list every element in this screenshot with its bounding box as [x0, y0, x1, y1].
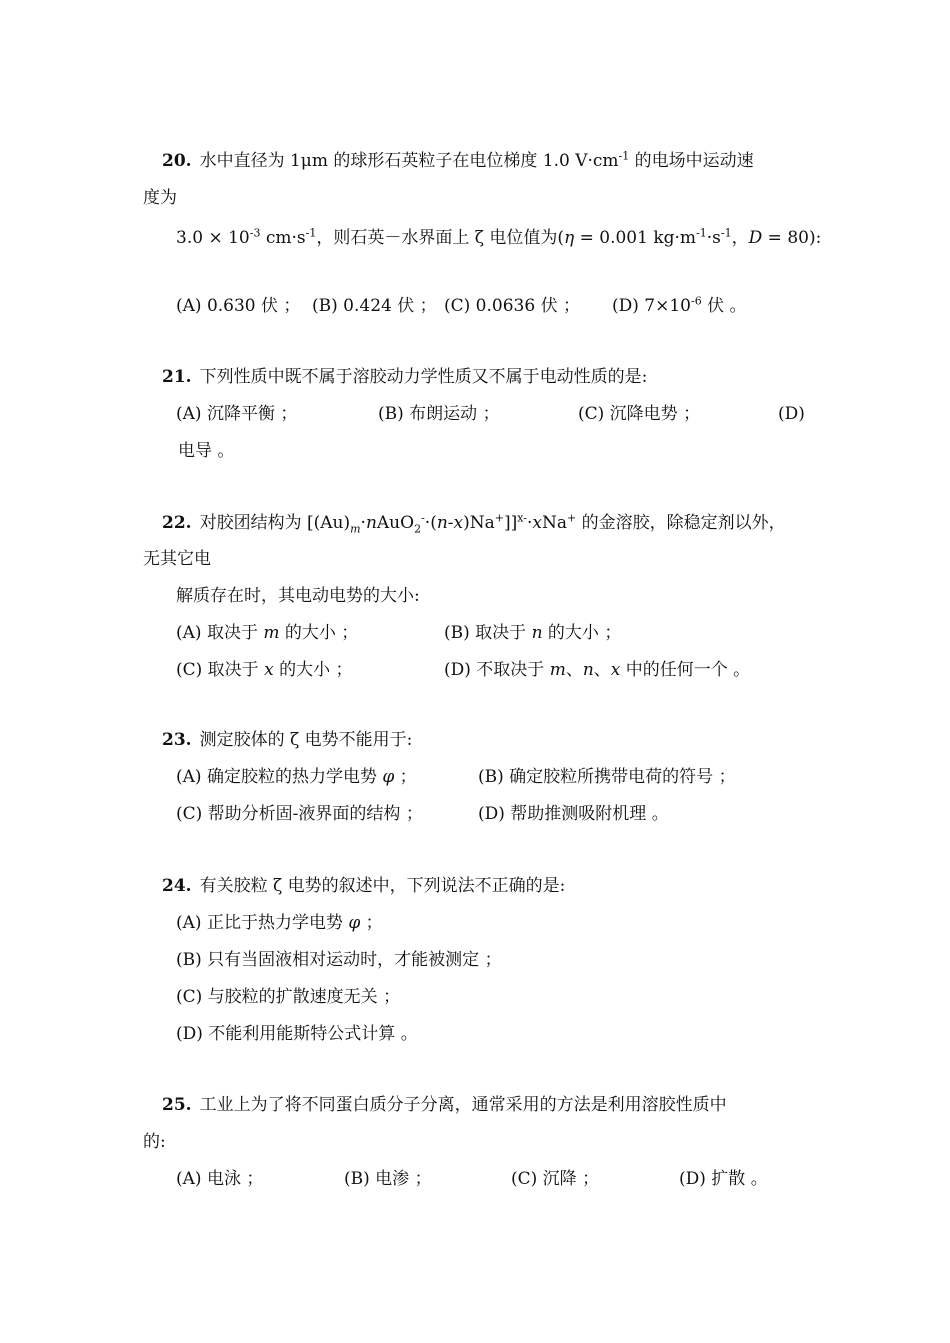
question-24-option-b: (B) 只有当固液相对运动时，才能被测定 ；: [176, 950, 502, 970]
question-22-option-b: (B) 取决于 n 的大小 ；: [444, 623, 622, 643]
question-22-option-c: (C) 取决于 x 的大小 ；: [176, 660, 353, 680]
question-21-option-d-continued: 电导 。: [178, 441, 235, 461]
question-number: 20.: [162, 151, 192, 171]
question-24-option-a: (A) 正比于热力学电势 φ ；: [176, 913, 383, 933]
question-22-line-2: 无其它电: [143, 549, 211, 569]
question-23-stem: 23. 测定胶体的 ζ 电势不能用于:: [162, 730, 413, 750]
question-21-stem: 21. 下列性质中既不属于溶胶动力学性质又不属于电动性质的是:: [162, 367, 648, 387]
question-25-stem: 25. 工业上为了将不同蛋白质分子分离，通常采用的方法是利用溶胶性质中: [162, 1095, 727, 1115]
question-21-option-c: (C) 沉降电势 ；: [578, 404, 701, 424]
question-number: 23.: [162, 730, 192, 750]
question-20-option-b: (B) 0.424 伏 ；: [312, 296, 437, 316]
question-20-line-3: $3.0 \times 10^{-3}$ $cm\cdot s^{-1}$，则石英－水界面上 ζ 电位值为(η = 0.001 $kg\cdot m^{-1}\cdot s^{-1}$，D = 80):: [176, 226, 822, 248]
question-20-option-c: (C) 0.0636 伏 ；: [444, 296, 580, 316]
question-20-option-a: (A) 0.630 伏 ；: [176, 296, 301, 316]
question-24-option-d: (D) 不能利用能斯特公式计算 。: [176, 1024, 418, 1044]
question-number: 21.: [162, 367, 192, 387]
question-25-option-c: (C) 沉降 ；: [511, 1169, 600, 1189]
question-25-line-2: 的:: [143, 1132, 166, 1152]
question-22-option-a: (A) 取决于 m 的大小 ；: [176, 623, 359, 643]
question-21-option-a: (A) 沉降平衡 ；: [176, 404, 298, 424]
question-24-stem: 24. 有关胶粒 ζ 电势的叙述中，下列说法不正确的是:: [162, 876, 566, 896]
question-21-option-d: (D): [778, 404, 805, 424]
question-25-option-b: (B) 电渗 ；: [344, 1169, 432, 1189]
question-23-option-c: (C) 帮助分析固-液界面的结构 ；: [176, 804, 423, 824]
question-20-line-2: 度为: [143, 188, 177, 208]
question-22-line-3: 解质存在时，其电动电势的大小:: [176, 586, 420, 606]
question-number: 25.: [162, 1095, 192, 1115]
question-number: 22.: [162, 513, 192, 533]
question-21-option-b: (B) 布朗运动 ；: [378, 404, 500, 424]
question-23-option-b: (B) 确定胶粒所携带电荷的符号 ；: [478, 767, 736, 787]
question-number: 24.: [162, 876, 192, 896]
question-20-line-1: 20. 水中直径为 1μm 的球形石英粒子在电位梯度 1.0 $V\cdot cm^{-1}$ 的电场中运动速: [162, 149, 754, 171]
question-20-option-d: (D) $7\times 10^{-6}$ 伏 。: [612, 294, 747, 316]
question-25-option-a: (A) 电泳 ；: [176, 1169, 264, 1189]
question-22-option-d: (D) 不取决于 m、n、x 中的任何一个 。: [444, 660, 751, 680]
question-23-option-a: (A) 确定胶粒的热力学电势 φ ；: [176, 767, 417, 787]
question-23-option-d: (D) 帮助推测吸附机理 。: [478, 804, 669, 824]
question-24-option-c: (C) 与胶粒的扩散速度无关 ；: [176, 987, 401, 1007]
question-22-stem: 22. 对胶团结构为 $[(Au)_m\cdot nAuO_2^-\cdot(n-x)Na^+]]^{x-}\cdot xNa^+$ 的金溶胶，除稳定剂以外，: [162, 511, 786, 536]
question-25-option-d: (D) 扩散 。: [679, 1169, 768, 1189]
